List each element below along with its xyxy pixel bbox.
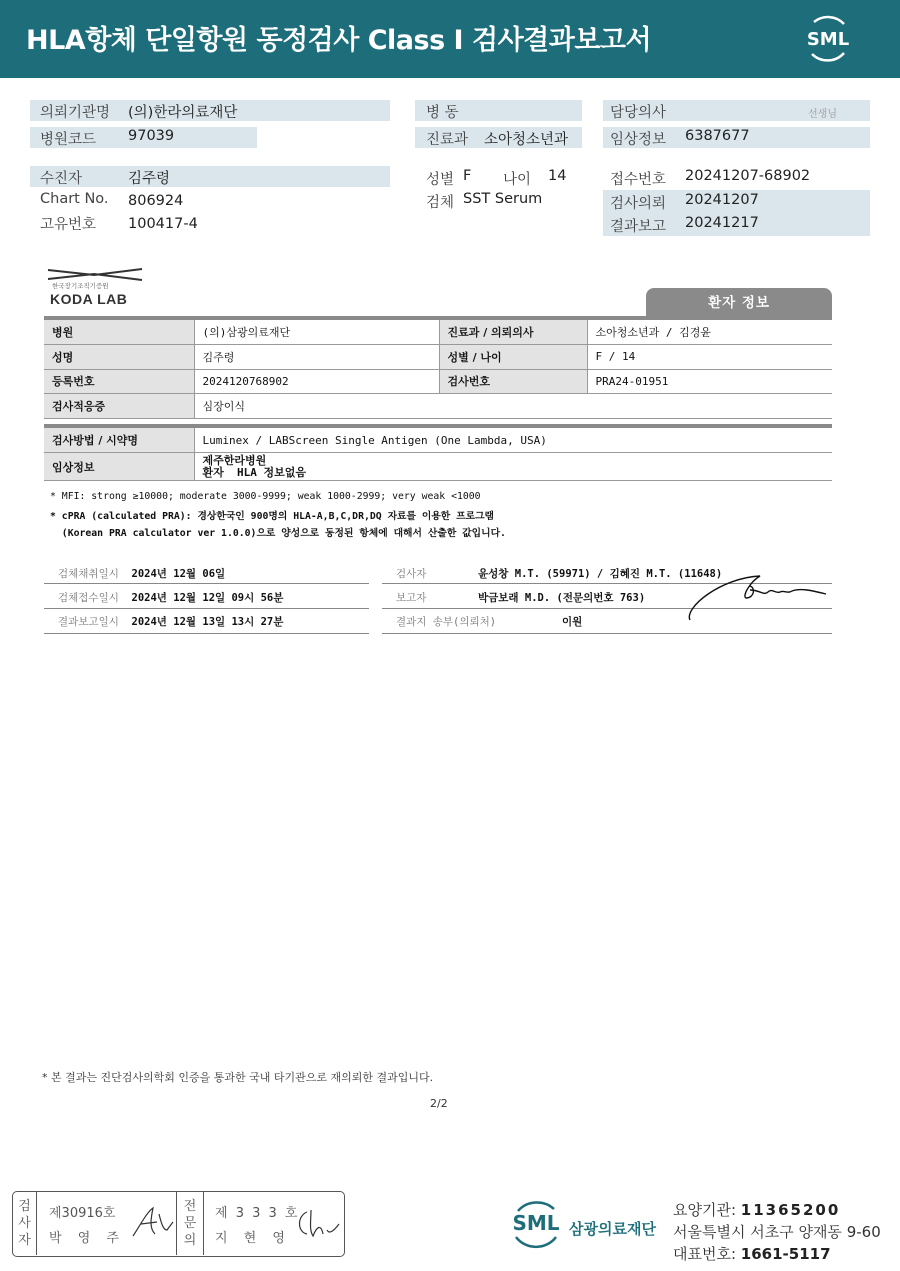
report-label: 결과보고 <box>610 219 667 235</box>
dept-label: 진료과 <box>426 132 469 148</box>
doctor-signature-icon <box>680 568 832 626</box>
patient-label: 수진자 <box>40 171 83 187</box>
tester-col-char: 사 <box>18 1216 31 1231</box>
doctor-label: 담당의사 <box>610 105 667 121</box>
doctor-col-char: 문 <box>183 1216 197 1231</box>
collect-label: 검체채취일시 <box>58 568 119 580</box>
hospital-code-label: 병원코드 <box>40 132 97 148</box>
table-cell: 김주령 <box>194 345 439 370</box>
sml-footer-logo-text: SML <box>512 1211 560 1235</box>
table-cell: F / 14 <box>587 345 832 370</box>
koda-lab-name: KODA LAB <box>50 291 128 307</box>
clinical-info-value <box>194 453 832 481</box>
institution-value: (의)한라의료재단 <box>128 105 238 121</box>
table-row <box>44 428 832 453</box>
tester-signature-icon <box>131 1204 175 1240</box>
report-date-value: 2024년 12월 13일 13시 27분 <box>131 616 284 628</box>
doctor-col-char: 의 <box>183 1233 197 1248</box>
page-number: 2/2 <box>430 1097 448 1110</box>
cpra-note-2: (Korean PRA calculator ver 1.0.0)으로 양성으로 동정된 항체에 대해서 산출한 값입니다. <box>50 528 506 539</box>
tester-col-char: 검 <box>18 1199 31 1214</box>
koda-org-name: 한국장기조직기증원 <box>52 282 109 290</box>
signature-box <box>12 1191 345 1257</box>
table-header: 검사적응증 <box>44 394 194 419</box>
table-header: 성명 <box>44 345 194 370</box>
table-cell: 소아청소년과 / 김경윤 <box>587 320 832 345</box>
receive-label: 검체접수일시 <box>58 592 119 604</box>
institution-address: 서울특별시 서초구 양재동 9-60 <box>673 1223 881 1241</box>
receipt-value: 20241207-68902 <box>685 168 811 184</box>
institution-code-line <box>673 1199 840 1220</box>
patient-info-tab: 환자 정보 <box>646 288 832 318</box>
table-header: 병원 <box>44 320 194 345</box>
sendto-label: 결과지 송부(의뢰처) <box>396 616 497 628</box>
sml-footer-logo-icon <box>508 1197 564 1249</box>
request-label: 검사의뢰 <box>610 196 667 212</box>
table-row <box>44 345 832 370</box>
specimen-label: 검체 <box>426 195 455 211</box>
cpra-note-1: * cPRA (calculated PRA): 경상한국인 900명의 HLA-A,B,C,DR,DQ 자료를 이용한 프로그램 <box>50 511 494 522</box>
doctor-suffix: 선생님 <box>808 109 837 120</box>
unique-label: 고유번호 <box>40 217 97 233</box>
reporter-label: 보고자 <box>396 592 427 604</box>
institution-phone: 1661-5117 <box>740 1245 831 1263</box>
clinical-label: 임상정보 <box>610 132 667 148</box>
hospital-code-value: 97039 <box>128 128 175 144</box>
tester-name: 박 영 주 <box>49 1231 125 1246</box>
tester-column <box>13 1192 37 1255</box>
sml-logo-icon <box>802 12 854 64</box>
doctor-column <box>176 1192 204 1255</box>
sex-value: F <box>463 168 472 184</box>
mfi-note: * MFI: strong ≥10000; moderate 3000-9999; weak 1000-2999; very weak <1000 <box>50 491 481 502</box>
tester-license: 제30916호 <box>49 1206 116 1221</box>
institution-code: 11365200 <box>740 1201 841 1219</box>
sendto-value: 이원 <box>562 616 583 628</box>
method-table <box>44 428 832 481</box>
institution-label: 의뢰기관명 <box>40 105 111 121</box>
specimen-value: SST Serum <box>463 191 543 207</box>
method-value: Luminex / LABScreen Single Antigen (One Lambda, USA) <box>194 428 832 453</box>
unique-value: 100417-4 <box>128 216 198 232</box>
doctor-col-char: 전 <box>183 1199 197 1214</box>
foundation-name: 삼광의료재단 <box>569 1220 656 1238</box>
report-date-label: 결과보고일시 <box>58 616 119 628</box>
clinical-info-line-2: 환자 HLA 정보없음 <box>202 465 306 479</box>
doctor-stamp-signature-icon <box>295 1206 341 1242</box>
footer-note: * 본 결과는 진단검사의학회 인증을 통과한 국내 타기관으로 재의뢰한 결과입니다. <box>42 1071 434 1084</box>
clinical-info-label: 임상정보 <box>44 453 194 481</box>
table-cell: (의)삼광의료재단 <box>194 320 439 345</box>
table-row <box>44 394 832 419</box>
patient-value: 김주령 <box>128 171 171 187</box>
table-header: 등록번호 <box>44 369 194 394</box>
age-value: 14 <box>548 168 567 184</box>
sex-label: 성별 <box>426 172 455 188</box>
institution-code-label: 요양기관: <box>673 1201 737 1219</box>
table-header: 진료과 / 의뢰의사 <box>439 320 587 345</box>
request-value: 20241207 <box>685 192 759 208</box>
age-label: 나이 <box>503 172 532 188</box>
table-row <box>44 369 832 394</box>
table-header: 성별 / 나이 <box>439 345 587 370</box>
report-header <box>0 0 900 78</box>
method-label: 검사방법 / 시약명 <box>44 428 194 453</box>
chart-label: Chart No. <box>40 191 109 207</box>
report-value: 20241217 <box>685 215 759 231</box>
tester-value: 윤성창 M.T. (59971) / 김혜진 M.T. (11648) <box>478 568 723 580</box>
table-header: 검사번호 <box>439 369 587 394</box>
receipt-label: 접수번호 <box>610 172 667 188</box>
clinical-value: 6387677 <box>685 128 750 144</box>
table-row <box>44 320 832 345</box>
institution-phone-label: 대표번호: <box>673 1245 737 1263</box>
tester-col-char: 자 <box>18 1233 31 1248</box>
patient-info-table <box>44 320 832 419</box>
tester-label: 검사자 <box>396 568 427 580</box>
table-cell: 심장이식 <box>194 394 832 419</box>
reporter-value: 박금보래 M.D. (전문의번호 763) <box>478 592 646 604</box>
table-cell: 2024120768902 <box>194 369 439 394</box>
doctor-license: 제 3 3 3 호 <box>215 1206 300 1221</box>
chart-value: 806924 <box>128 193 184 209</box>
table-row <box>44 453 832 481</box>
institution-phone-line <box>673 1243 831 1264</box>
clinical-info-line-1: 제주한라병원 <box>202 453 267 467</box>
collect-value: 2024년 12월 06일 <box>131 568 226 580</box>
receive-value: 2024년 12월 12일 09시 56분 <box>131 592 284 604</box>
table-cell: PRA24-01951 <box>587 369 832 394</box>
sml-logo-text: SML <box>806 29 850 50</box>
ward-label: 병 동 <box>426 105 459 121</box>
doctor-name: 지 현 영 <box>215 1231 291 1246</box>
dept-value: 소아청소년과 <box>484 132 569 148</box>
report-title: HLA항체 단일항원 동정검사 Class I 검사결과보고서 <box>26 25 652 56</box>
